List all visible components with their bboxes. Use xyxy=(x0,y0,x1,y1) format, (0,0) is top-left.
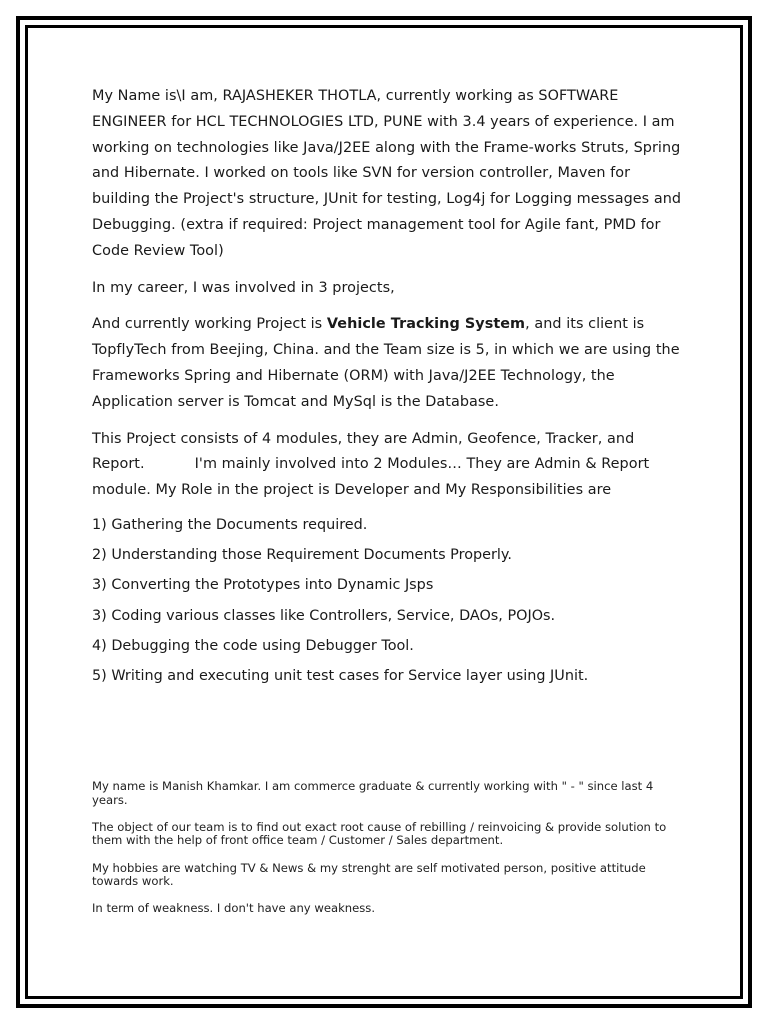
second-introduction xyxy=(92,780,692,930)
intro-paragraph-1: My Name is\I am, RAJASHEKER THOTLA, currently working as SOFTWARE ENGINEER for HCL TECHNOLOGIES LTD, PUNE with 3.4 years of experience. I am working on technologies like Java/J2EE along with the Frame-works Struts, Spring and Hibernate. I worked on tools like SVN for version controller, Maven for building the Project's structure, JUnit for testing, Log4j for Logging messages and Debugging. (extra if required: Project management tool for Agile fant, PMD for Code Review Tool) xyxy=(92,88,682,259)
second-paragraph-2: The object of our team is to find out exact root cause of rebilling / reinvoicing & provide solution to them with the help of front office team / Customer / Sales department. xyxy=(92,819,667,848)
list-item: 4) Debugging the code using Debugger Tool. xyxy=(92,637,414,654)
list-item: 1) Gathering the Documents required. xyxy=(92,516,368,533)
project-name: Vehicle Tracking System xyxy=(326,316,526,333)
second-paragraph-1: My name is Manish Khamkar. I am commerce graduate & currently working with " - " since last 4 years. xyxy=(92,779,654,807)
second-paragraph-3: My hobbies are watching TV & News & my strenght are self motivated person, positive attitude towards work. xyxy=(92,860,646,889)
responsibilities-list xyxy=(92,515,682,686)
project-intro-text: And currently working Project is xyxy=(92,316,327,333)
list-item: 5) Writing and executing unit test cases for Service layer using JUnit. xyxy=(92,667,589,684)
second-paragraph-4: In term of weakness. I don't have any weakness. xyxy=(92,901,376,916)
role-text: I'm mainly involved into 2 Modules… They are Admin & Report module. My Role in the project is Developer and My Responsibilities are xyxy=(92,456,650,499)
intro-paragraph-3 xyxy=(92,312,682,415)
intro-paragraph-4 xyxy=(92,427,682,504)
list-item: 2) Understanding those Requirement Documents Properly. xyxy=(92,547,512,564)
list-item: 3) Converting the Prototypes into Dynamic Jsps xyxy=(92,577,434,594)
modules-text: This Project consists of 4 modules, they are Admin, Geofence, Tracker, and Report. xyxy=(92,430,635,473)
intro-paragraph-2: In my career, I was involved in 3 projects, xyxy=(92,279,395,296)
document-body xyxy=(92,84,682,696)
project-details-text: , and its client is TopflyTech from Beejing, China. and the Team size is 5, in which we are using the Frameworks Spring and Hibernate (ORM) with Java/J2EE Technology, the Application server is Tomcat and MySql is the Database. xyxy=(92,316,680,410)
list-item: 3) Coding various classes like Controllers, Service, DAOs, POJOs. xyxy=(92,607,556,624)
